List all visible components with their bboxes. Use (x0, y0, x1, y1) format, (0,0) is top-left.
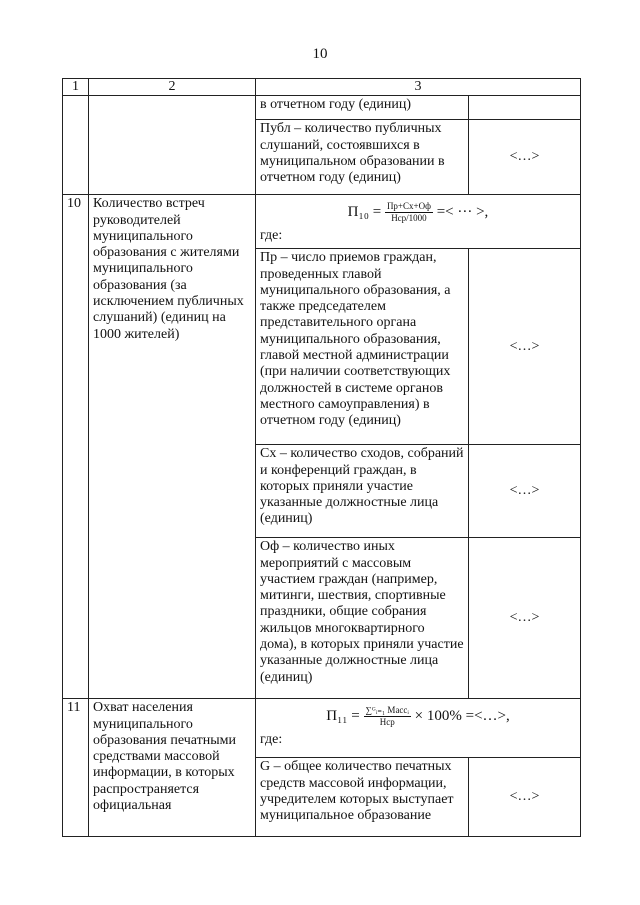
variable-description: Оф – количество иных мероприятий с массовым участием граждан (например, митинги, шествия, спортивные праздники, общие собрания жильцов многоквартирного дома), в которых приняли участие указанные должностные лица (единиц) (256, 538, 469, 699)
formula-p11: П₁₁ = ∑ᴳᵢ₌₁ Массᵢ Нср × 100% =<…>, где: (256, 699, 581, 758)
variable-description: Пр – число приемов граждан, проведенных главой муниципального образования, а также председателем представительного органа муниципального образования, главой местной администрации (при наличии соответствующих должностей в системе органов местного самоуправления) в отчетном году (единиц) (256, 249, 469, 445)
row-number: 10 (63, 195, 89, 699)
table-row (63, 195, 581, 249)
header-col-3: 3 (256, 79, 581, 96)
indicator-table (62, 78, 581, 837)
page-number: 10 (312, 46, 328, 62)
formula-numerator: Пр+Сх+Оф (386, 201, 431, 212)
variable-value: <…> (469, 538, 581, 699)
variable-value: <…> (469, 120, 581, 195)
formula-denominator: Нср/1000 (391, 213, 427, 224)
where-label: где: (260, 228, 283, 244)
table-row (63, 96, 581, 120)
header-col-2: 2 (89, 79, 256, 96)
formula-p10: П₁₀ = Пр+Сх+Оф Нср/1000 =< ··· >, где: (256, 195, 581, 249)
indicator-name: Охват населения муниципального образования печатными средствами массовой информации, в которых распространяется официальная (89, 699, 256, 837)
variable-description: Сх – количество сходов, собраний и конференций граждан, в которых приняли участие указанные должностные лица (единиц) (256, 445, 469, 538)
formula-denominator: Нср (379, 717, 395, 728)
indicator-name: Количество встреч руководителей муниципального образования с жителями муниципального образования (за исключением публичных слушаний) (единиц на 1000 жителей) (89, 195, 256, 699)
variable-value (469, 96, 581, 120)
where-label: где: (260, 732, 283, 748)
variable-value: <…> (469, 445, 581, 538)
table-row (63, 699, 581, 758)
variable-description: Публ – количество публичных слушаний, состоявшихся в муниципальном образовании в отчетном году (единиц) (256, 120, 469, 195)
variable-description: в отчетном году (единиц) (256, 96, 469, 120)
row-number: 11 (63, 699, 89, 837)
header-row (63, 79, 581, 96)
formula-numerator: ∑ᴳᵢ₌₁ Массᵢ (365, 705, 409, 716)
variable-value: <…> (469, 758, 581, 837)
variable-value: <…> (469, 249, 581, 445)
header-col-1: 1 (63, 79, 89, 96)
variable-description: G – общее количество печатных средств массовой информации, учредителем которых выступает муниципальное образование (256, 758, 469, 837)
